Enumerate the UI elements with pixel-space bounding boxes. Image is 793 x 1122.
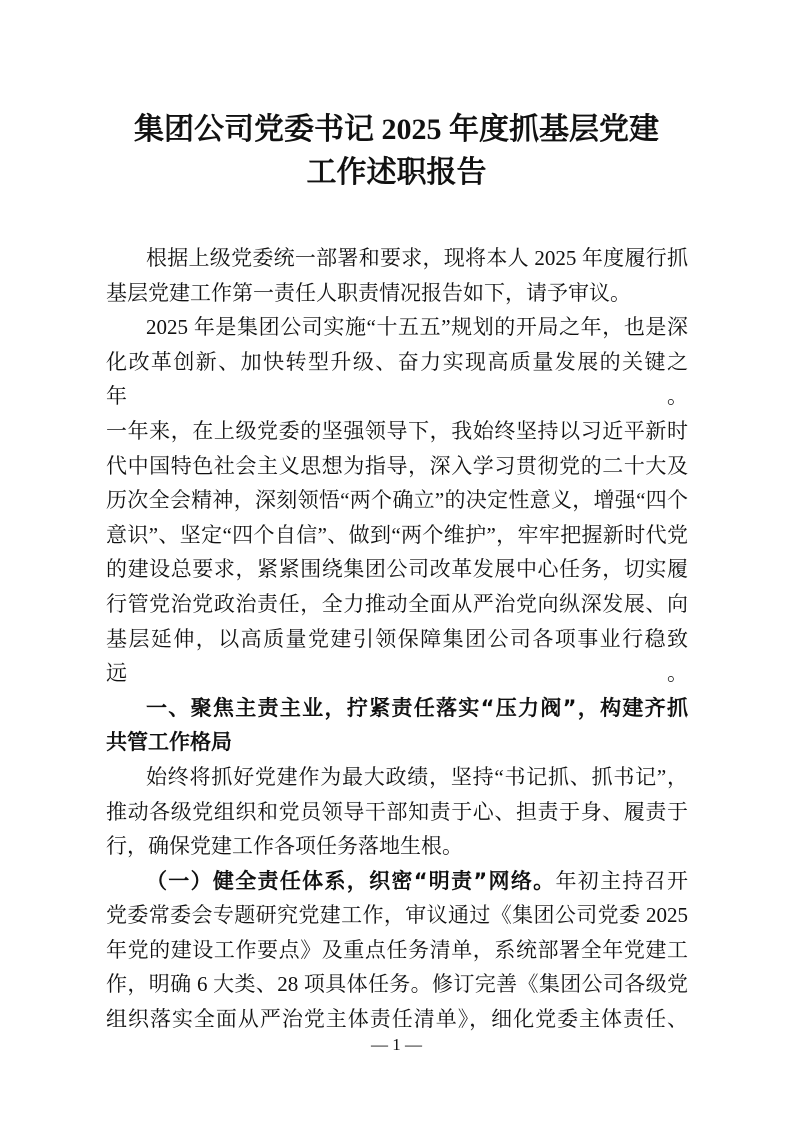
text-line: 意识”、坚定“四个自信”、做到“两个维护”，牢牢把握新时代党: [106, 522, 688, 547]
text-line: 行，确保党建工作各项任务落地生根。: [106, 834, 463, 859]
document-body: [106, 241, 688, 1037]
text-line: 组织落实全面从严治党主体责任清单》，细化党委主体责任、: [106, 1007, 688, 1032]
text-line: 始终将抓好党建作为最大政绩，坚持“书记抓、抓书记”，: [146, 764, 688, 789]
text-line: 行管党治党政治责任，全力推动全面从严治党向纵深发展、向: [106, 591, 688, 616]
text-line: 推动各级党组织和党员领导干部知责于心、担责于身、履责于: [106, 799, 688, 824]
paragraph-section-1-intro: [106, 760, 688, 864]
text-line: 根据上级党委统一部署和要求，现将本人 2025 年度履行抓: [146, 246, 688, 270]
text-line: 历次全会精神，深刻领悟“两个确立”的决定性意义，增强“四个: [106, 488, 688, 513]
text-line: 的建设总要求，紧紧围绕集团公司改革发展中心任务，切实履: [106, 557, 688, 582]
page-number: — 1 —: [371, 1035, 422, 1054]
paragraph-subsection-1: [106, 864, 688, 1037]
title-line: 工作述职报告: [306, 156, 487, 189]
text-line: 代中国特色社会主义思想为指导，深入学习贯彻党的二十大及: [106, 453, 688, 478]
text-line: 一年来，在上级党委的坚强领导下，我始终坚持以习近平新时: [106, 418, 688, 443]
paragraph-background: [106, 310, 688, 691]
title-line: 集团公司党委书记 2025 年度抓基层党建: [134, 113, 659, 146]
text-run: 年初主持召开: [555, 868, 688, 893]
text-line: 年党的建设工作要点》及重点任务清单，系统部署全年党建工: [106, 937, 688, 962]
paragraph-intro: [106, 241, 688, 310]
section-heading-1: [106, 691, 688, 760]
text-line: [106, 864, 688, 899]
text-line: 作，明确 6 大类、28 项具体任务。修订完善《集团公司各级党: [106, 972, 688, 997]
text-line: 基层延伸，以高质量党建引领保障集团公司各项事业行稳致远。: [106, 626, 688, 686]
document-title: [60, 108, 733, 194]
heading-line: 共管工作格局: [106, 730, 232, 755]
heading-line: 一、聚焦主责主业，拧紧责任落实“压力阀”，构建齐抓: [146, 695, 688, 720]
text-line: 化改革创新、加快转型升级、奋力实现高质量发展的关键之年。: [106, 349, 688, 409]
text-line: 党委常委会专题研究党建工作，审议通过《集团公司党委 2025: [106, 903, 688, 928]
subsection-heading: （一）健全责任体系，织密“明责”网络。: [146, 868, 556, 893]
text-line: 基层党建工作第一责任人职责情况报告如下，请予审议。: [106, 280, 631, 305]
text-line: 2025 年是集团公司实施“十五五”规划的开局之年，也是深: [146, 315, 688, 340]
